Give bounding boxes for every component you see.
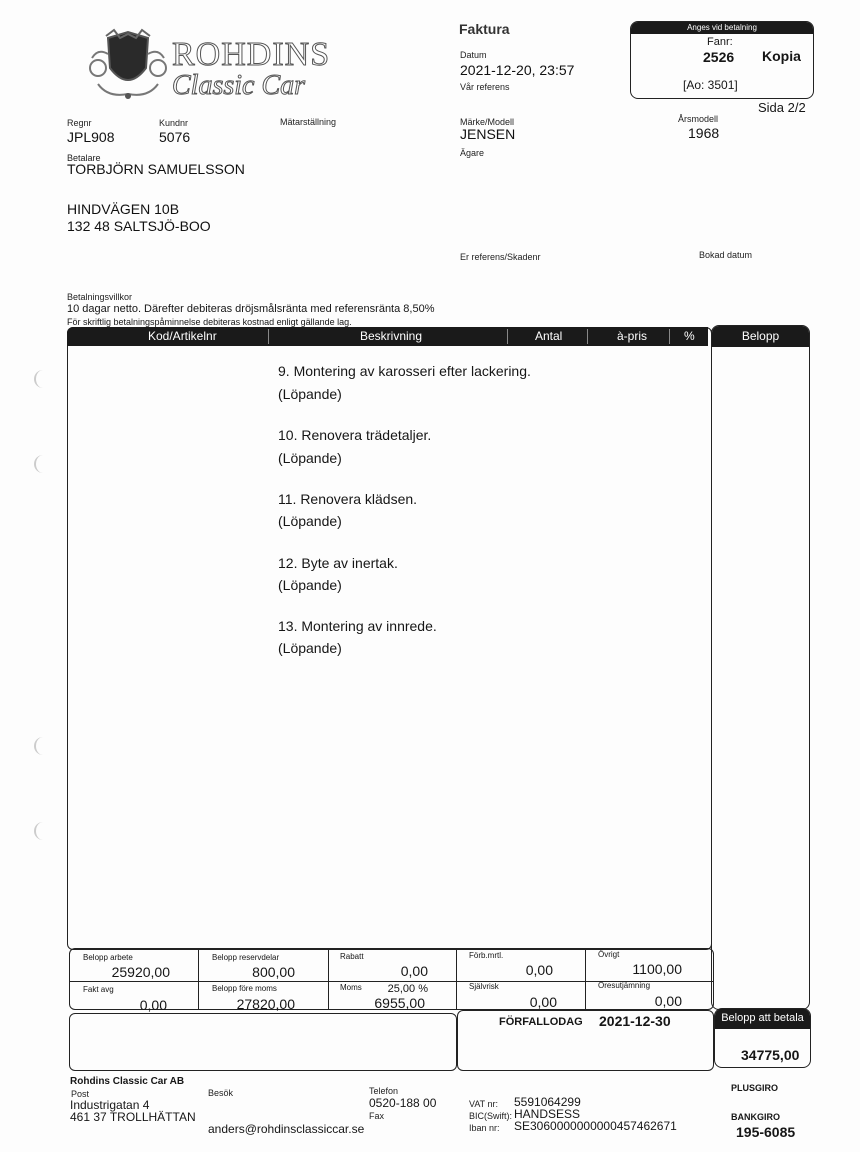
iban-label: Iban nr: (469, 1123, 500, 1133)
line-item-desc: 11. Renovera klädsen. (278, 491, 418, 507)
bankgiro-label: BANKGIRO (731, 1112, 780, 1122)
fore-moms-value: 27820,00 (236, 996, 295, 1012)
payment-box-header: Anges vid betalning (631, 22, 813, 34)
col-divider (268, 329, 269, 344)
var-referens-label: Vår referens (460, 82, 510, 92)
fanr-label: Fanr: (707, 36, 733, 48)
col-header-beskrivning: Beskrivning (360, 329, 423, 343)
line-item-note: (Löpande) (278, 450, 342, 466)
amount-due-label: Belopp att betala (715, 1009, 810, 1029)
due-date-box (457, 1010, 714, 1071)
summary-col-divider (456, 949, 457, 1010)
reservdelar-value: 800,00 (252, 964, 295, 980)
bic-label: BIC(Swift): (469, 1111, 513, 1121)
er-referens-label: Er referens/Skadenr (460, 252, 541, 262)
agare-label: Ägare (460, 148, 485, 158)
plusgiro-label: PLUSGIRO (731, 1083, 779, 1093)
forb-value: 0,00 (525, 962, 553, 978)
punch-hole (34, 737, 46, 755)
betalningsvillkor-label: Betalningsvillkor (67, 292, 133, 302)
footer-company-name: Rohdins Classic Car AB (70, 1076, 185, 1087)
moms-value: 6955,00 (374, 995, 425, 1011)
vat-label: VAT nr: (469, 1099, 499, 1109)
arsmodell-label: Årsmodell (678, 114, 719, 124)
forfallodag-value: 2021-12-30 (599, 1013, 671, 1029)
reservdelar-label: Belopp reservdelar (212, 953, 280, 962)
arsmodell-value: 1968 (688, 125, 720, 141)
payer-name: TORBJÖRN SAMUELSSON (67, 161, 245, 177)
regnr-label: Regnr (67, 118, 92, 128)
ovrigt-label: Övrigt (598, 950, 620, 959)
line-item-note: (Löpande) (278, 640, 342, 656)
notes-box (69, 1013, 457, 1071)
belopp-arbete-value: 25920,00 (111, 964, 170, 980)
fakt-avg-value: 0,00 (139, 997, 167, 1013)
telefon-value: 0520-188 00 (369, 1096, 437, 1110)
col-header-belopp: Belopp (712, 326, 809, 347)
moms-label: Moms (340, 983, 362, 992)
summary-col-divider (198, 949, 199, 1010)
line-item-note: (Löpande) (278, 386, 342, 402)
oresutjamning-label: Öresutjämning (598, 981, 651, 990)
terms-line-2: För skriftlig betalningspåminnelse debiteras kostnad enligt gällande lag. (67, 317, 352, 327)
logo-wordmark: ROHDINS (172, 36, 331, 73)
bankgiro-value: 195-6085 (736, 1124, 796, 1140)
betalare-label: Betalare (67, 153, 101, 163)
moms-percent: 25,00 % (387, 983, 428, 995)
bokad-datum-label: Bokad datum (699, 250, 753, 260)
payer-city: 132 48 SALTSJÖ-BOO (67, 218, 211, 234)
iban-value: SE3060000000000457462671 (514, 1119, 677, 1133)
rabatt-value: 0,00 (400, 963, 428, 979)
line-items-box (67, 327, 712, 950)
punch-hole (34, 822, 46, 840)
post-label: Post (71, 1089, 90, 1099)
sjalvrisk-label: Självrisk (469, 982, 499, 991)
col-header-percent: % (684, 329, 695, 343)
line-item-desc: 13. Montering av innrede. (278, 618, 437, 634)
forfallodag-label: FÖRFALLODAG (499, 1016, 583, 1028)
belopp-column (711, 325, 810, 1010)
regnr-value: JPL908 (67, 129, 115, 145)
col-divider (507, 329, 508, 344)
belopp-arbete-label: Belopp arbete (83, 953, 133, 962)
ao-number: [Ao: 3501] (683, 78, 738, 92)
payer-street: HINDVÄGEN 10B (67, 201, 180, 217)
col-header-antal: Antal (535, 329, 563, 343)
amount-due-value: 34775,00 (741, 1047, 800, 1063)
document-title: Faktura (459, 21, 510, 37)
bic-value: HANDSESS (514, 1107, 581, 1121)
forb-label: Förb.mrtl. (469, 951, 504, 960)
rabatt-label: Rabatt (340, 952, 364, 961)
post-street: Industrigatan 4 (70, 1098, 150, 1112)
line-item-desc: 12. Byte av inertak. (278, 555, 398, 571)
footer-email: anders@rohdinsclassiccar.se (208, 1122, 365, 1136)
datum-label: Datum (460, 50, 487, 60)
kopia-label: Kopia (762, 48, 801, 64)
fax-label: Fax (369, 1111, 385, 1121)
logo-tagline: Classic Car (172, 70, 306, 101)
col-divider (587, 329, 588, 344)
punch-hole (34, 455, 46, 473)
ovrigt-value: 1100,00 (632, 961, 682, 977)
kundnr-label: Kundnr (159, 118, 189, 128)
company-logo-crest (88, 28, 168, 100)
datum-value: 2021-12-20, 23:57 (460, 62, 575, 78)
fore-moms-label: Belopp före moms (212, 984, 277, 993)
line-item-desc: 9. Montering av karosseri efter lackering. (278, 363, 531, 379)
payment-reference-box (630, 21, 814, 99)
marke-value: JENSEN (460, 126, 516, 142)
post-city: 461 37 TROLLHÄTTAN (70, 1110, 196, 1124)
fanr-value: 2526 (703, 49, 735, 65)
summary-col-divider (328, 949, 329, 1010)
summary-col-divider (585, 949, 586, 1010)
col-divider (669, 329, 670, 344)
oresutjamning-value: 0,00 (654, 993, 682, 1009)
terms-line-1: 10 dagar netto. Därefter debiteras dröjsmålsränta med referensränta 8,50% (67, 303, 435, 315)
page-number: Sida 2/2 (758, 100, 806, 115)
kundnr-value: 5076 (159, 129, 191, 145)
col-header-apris: à-pris (617, 329, 648, 343)
matarstallning-label: Mätarställning (280, 117, 337, 127)
line-item-note: (Löpande) (278, 577, 342, 593)
line-item-note: (Löpande) (278, 513, 342, 529)
telefon-label: Telefon (369, 1086, 399, 1096)
fakt-avg-label: Fakt avg (83, 985, 114, 994)
vat-value: 5591064299 (514, 1095, 581, 1109)
col-header-kod: Kod/Artikelnr (148, 329, 217, 343)
marke-label: Märke/Modell (460, 117, 515, 127)
sjalvrisk-value: 0,00 (529, 994, 557, 1010)
line-item-desc: 10. Renovera trädetaljer. (278, 427, 432, 443)
punch-hole (34, 370, 46, 388)
besok-label: Besök (208, 1088, 234, 1098)
